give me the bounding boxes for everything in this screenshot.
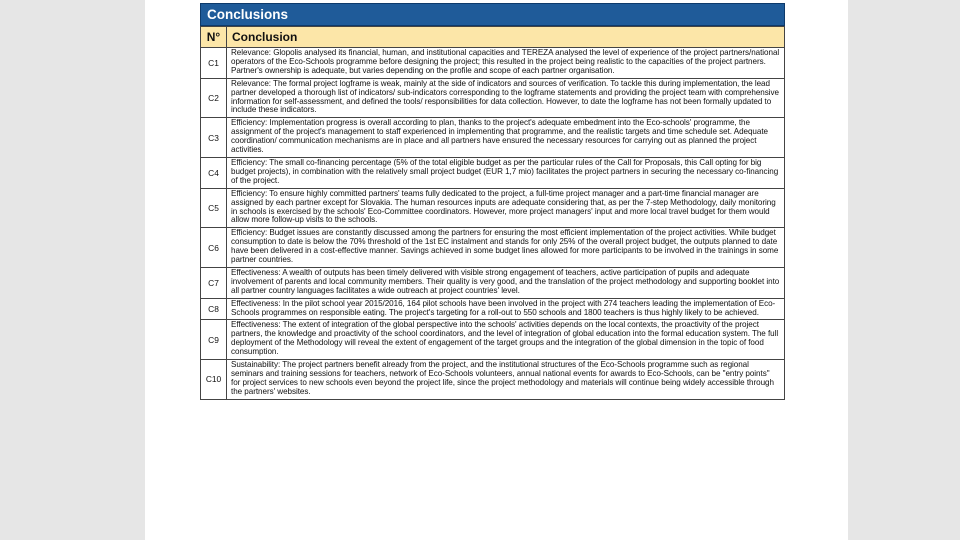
row-number: C9 xyxy=(201,320,227,360)
table-row xyxy=(201,320,785,360)
table-row xyxy=(201,228,785,268)
row-number: C8 xyxy=(201,298,227,320)
number-column-header: N° xyxy=(201,27,227,48)
section-title: Conclusions xyxy=(200,3,785,26)
row-number: C6 xyxy=(201,228,227,268)
conclusion-text: Efficiency: Implementation progress is overall according to plan, thanks to the project's adequate embedment into the Eco-schools' programme, the assignment of the project's management to staff experienced in implementing that programme, and the realistic targets and time schedule set. Adequate coordination/ communication mechanisms are in place and all partners have ensured the necessary resources for carrying out as planned the project activities. xyxy=(227,118,785,158)
conclusions-table xyxy=(200,26,785,400)
table-header-row xyxy=(201,27,785,48)
table-row xyxy=(201,48,785,79)
table-row xyxy=(201,118,785,158)
table-row xyxy=(201,157,785,188)
row-number: C5 xyxy=(201,188,227,228)
table-row xyxy=(201,267,785,298)
conclusion-text: Effectiveness: The extent of integration of the global perspective into the schools' activities depends on the local contexts, the proactivity of the project partners, the knowledge and proactivity of the school coordinators, and the level of integration of global education into the formal education system. The full deployment of the Methodology will reveal the extent of engagement of the target groups and the integration of the global dimension in the topic of food consumption. xyxy=(227,320,785,360)
row-number: C10 xyxy=(201,360,227,400)
table-row xyxy=(201,188,785,228)
conclusion-text: Relevance: The formal project logframe is weak, mainly at the side of indicators and sources of verification. To tackle this during implementation, the lead partner developed a thorough list of indicators/ sub-indicators corresponding to the logframe statements and providing the project team with comprehensive information for self-assessment, and defined the tools/ responsibilities for data collection. However, to date the logframe has not been formally updated to include these indicators. xyxy=(227,78,785,118)
row-number: C4 xyxy=(201,157,227,188)
conclusion-text: Sustainability: The project partners benefit already from the project, and the institutional structures of the Eco-Schools programme such as regional seminars and training sessions for teachers, network of Eco-Schools volunteers, annual national events for awards to Eco-Schools, can be "entry points" for project services to new schools even beyond the project life, since the project methodology and materials will continue being widely accessible through the partners' websites. xyxy=(227,360,785,400)
conclusion-text: Effectiveness: A wealth of outputs has been timely delivered with visible strong engagement of teachers, active participation of pupils and adequate involvement of parents and local community members. Their quality is very good, and the translation of the project methodology and supporting booklet into all partner country languages facilitates a wide outreach at project countries' level. xyxy=(227,267,785,298)
row-number: C7 xyxy=(201,267,227,298)
conclusion-text: Efficiency: To ensure highly committed partners' teams fully dedicated to the project, a full-time project manager and a part-time financial manager are assigned by each partner except for Slovakia. The human resources inputs are adequate considering that, as per the 7-step Methodology, daily monitoring in schools is exercised by the schools' Eco-Committee coordinators. However, more project managers' input and more local travel budget for them would allow more follow-up visits to the schools. xyxy=(227,188,785,228)
conclusion-text: Efficiency: Budget issues are constantly discussed among the partners for ensuring the most efficient implementation of the project activities. While budget consumption to date is below the 70% threshold of the 1st EC instalment and stands for only 25% of the overall project budget, the outputs planned to date have been delivered in a cost-effective manner. Savings achieved in some budget lines allowed for more participants to be involved in the trainings in some partner countries. xyxy=(227,228,785,268)
table-row xyxy=(201,360,785,400)
table-row xyxy=(201,298,785,320)
document-page xyxy=(145,0,848,540)
table-row xyxy=(201,78,785,118)
row-number: C1 xyxy=(201,48,227,79)
conclusion-text: Efficiency: The small co-financing percentage (5% of the total eligible budget as per the particular rules of the Call for Proposals, this Call opting for big budget projects), in combination with the relatively small project budget (EUR 1,7 mio) facilitates the project partners in securing the necessary co-financing of the project. xyxy=(227,157,785,188)
row-number: C3 xyxy=(201,118,227,158)
conclusion-text: Effectiveness: In the pilot school year 2015/2016, 164 pilot schools have been involved in the project with 274 teachers leading the implementation of Eco-Schools programmes on responsible eating. The project's targeting for a roll-out to 550 schools and 1800 teachers is thus highly likely to be achieved. xyxy=(227,298,785,320)
row-number: C2 xyxy=(201,78,227,118)
conclusion-column-header: Conclusion xyxy=(227,27,785,48)
conclusion-text: Relevance: Glopolis analysed its financial, human, and institutional capacities and TEREZA analysed the level of experience of the project partners/national operators of the Eco-Schools programme before designing the project; this resulted in the project being realistic to the capacities of the project partners. Partner's ownership is adequate, but varies depending on the profile and scope of each partner organisation. xyxy=(227,48,785,79)
